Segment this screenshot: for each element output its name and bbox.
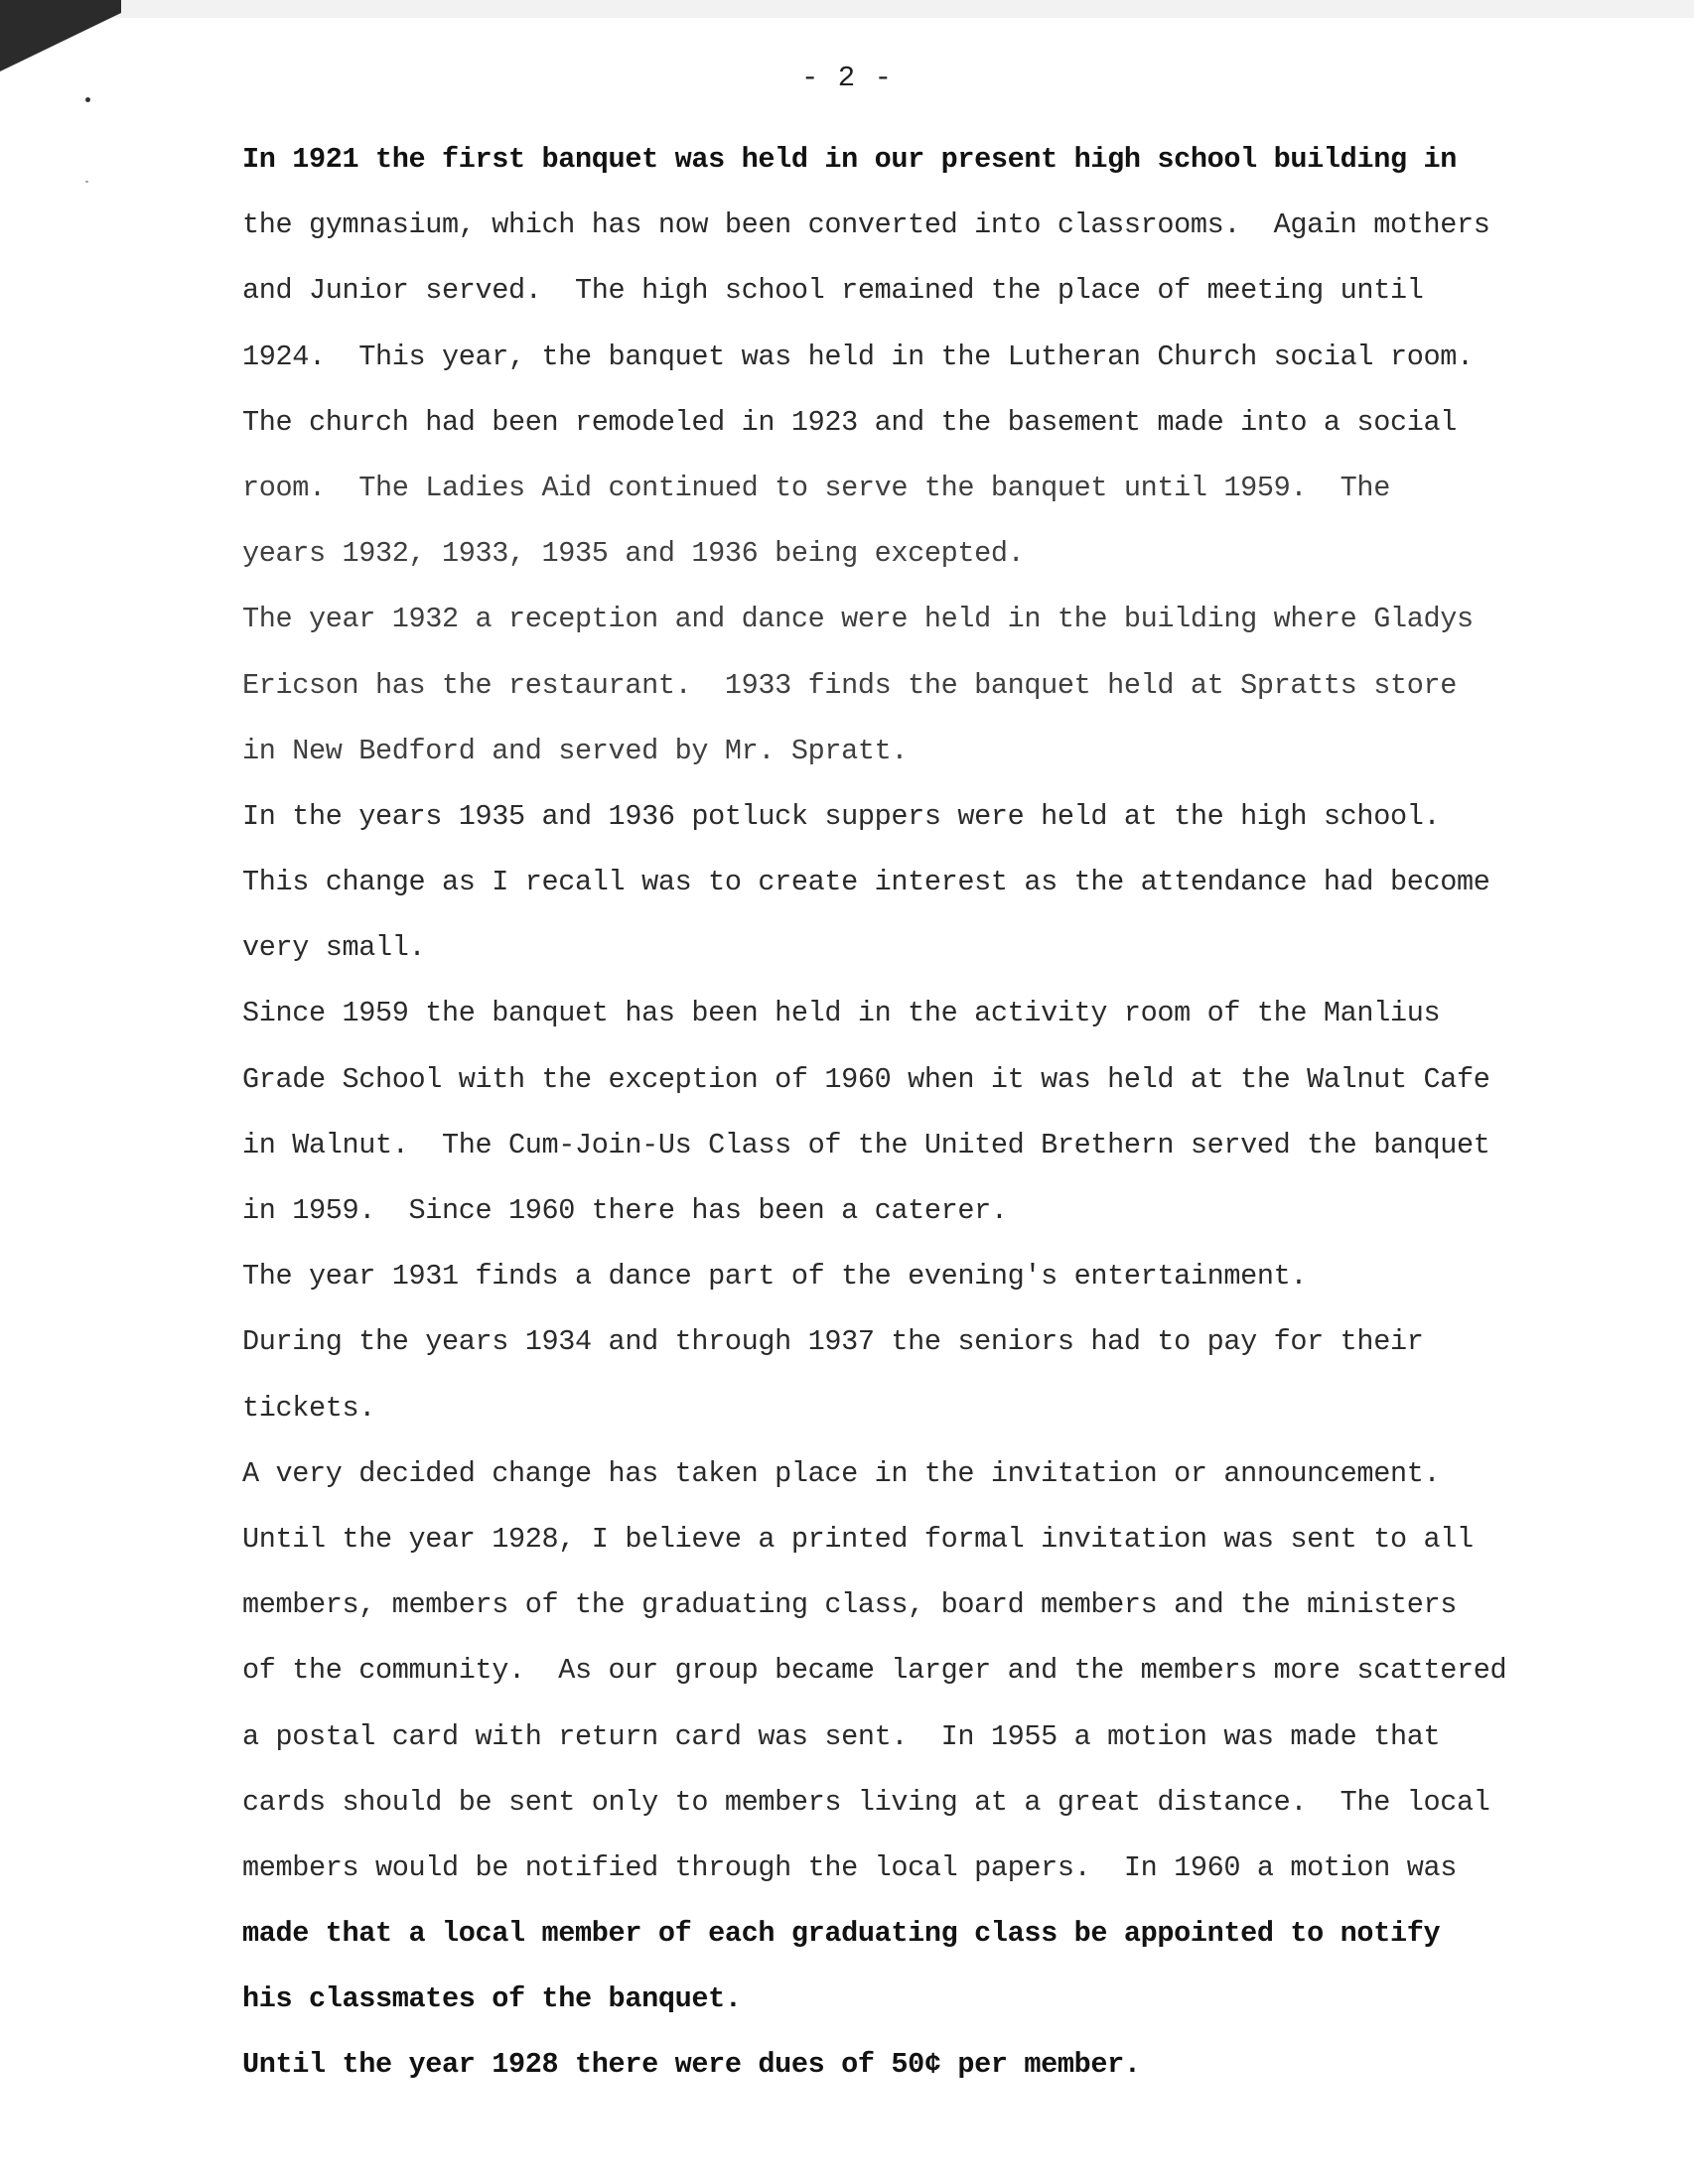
text-line: cards should be sent only to members living at a great distance. The local xyxy=(242,1785,1490,1819)
text-line: in 1959. Since 1960 there has been a caterer. xyxy=(242,1194,1008,1227)
text-line: Ericson has the restaurant. 1933 finds the banquet held at Spratts store xyxy=(242,668,1457,702)
text-line: of the community. As our group became larger and the members more scattered xyxy=(242,1654,1507,1688)
text-line: in New Bedford and served by Mr. Spratt. xyxy=(242,734,909,767)
text-line: In the years 1935 and 1936 potluck suppers were held at the high school. xyxy=(242,799,1441,833)
ink-speck xyxy=(85,97,90,102)
document-body xyxy=(242,127,1533,2099)
text-line: very small. xyxy=(242,931,426,965)
text-line: members would be notified through the local papers. In 1960 a motion was xyxy=(242,1850,1457,1884)
text-line: members, members of the graduating class, board members and the ministers xyxy=(242,1588,1457,1622)
text-line: Until the year 1928, I believe a printed formal invitation was sent to all xyxy=(242,1522,1474,1556)
text-line: This change as I recall was to create interest as the attendance had become xyxy=(242,866,1490,899)
text-line: A very decided change has taken place in the invitation or announcement. xyxy=(242,1456,1441,1490)
text-line: years 1932, 1933, 1935 and 1936 being excepted. xyxy=(242,537,1025,571)
text-line: During the years 1934 and through 1937 the seniors had to pay for their xyxy=(242,1325,1424,1359)
text-line: in Walnut. The Cum-Join-Us Class of the United Brethern served the banquet xyxy=(242,1128,1490,1161)
text-line: the gymnasium, which has now been converted into classrooms. Again mothers xyxy=(242,208,1490,242)
text-line: made that a local member of each graduating class be appointed to notify xyxy=(242,1917,1441,1951)
text-line: tickets. xyxy=(242,1391,376,1425)
text-line: a postal card with return card was sent. In 1955 a motion was made that xyxy=(242,1719,1441,1753)
text-line: The year 1932 a reception and dance were held in the building where Gladys xyxy=(242,603,1474,636)
text-line: The year 1931 finds a dance part of the evening's entertainment. xyxy=(242,1260,1308,1294)
scan-top-edge xyxy=(0,0,1694,18)
text-line: and Junior served. The high school remained the place of meeting until xyxy=(242,274,1424,308)
page-number: - 2 - xyxy=(800,62,893,94)
text-line: In 1921 the first banquet was held in our present high school building in xyxy=(242,143,1457,176)
text-line: Until the year 1928 there were dues of 50¢ per member. xyxy=(242,2048,1141,2082)
text-line: Since 1959 the banquet has been held in the activity room of the Manlius xyxy=(242,997,1441,1030)
text-line: room. The Ladies Aid continued to serve the banquet until 1959. The xyxy=(242,471,1390,504)
text-line: 1924. This year, the banquet was held in the Lutheran Church social room. xyxy=(242,340,1474,373)
text-line: Grade School with the exception of 1960 when it was held at the Walnut Cafe xyxy=(242,1062,1490,1096)
text-line: his classmates of the banquet. xyxy=(242,1982,742,2016)
ink-speck xyxy=(85,181,88,183)
text-line: The church had been remodeled in 1923 and the basement made into a social xyxy=(242,405,1457,439)
